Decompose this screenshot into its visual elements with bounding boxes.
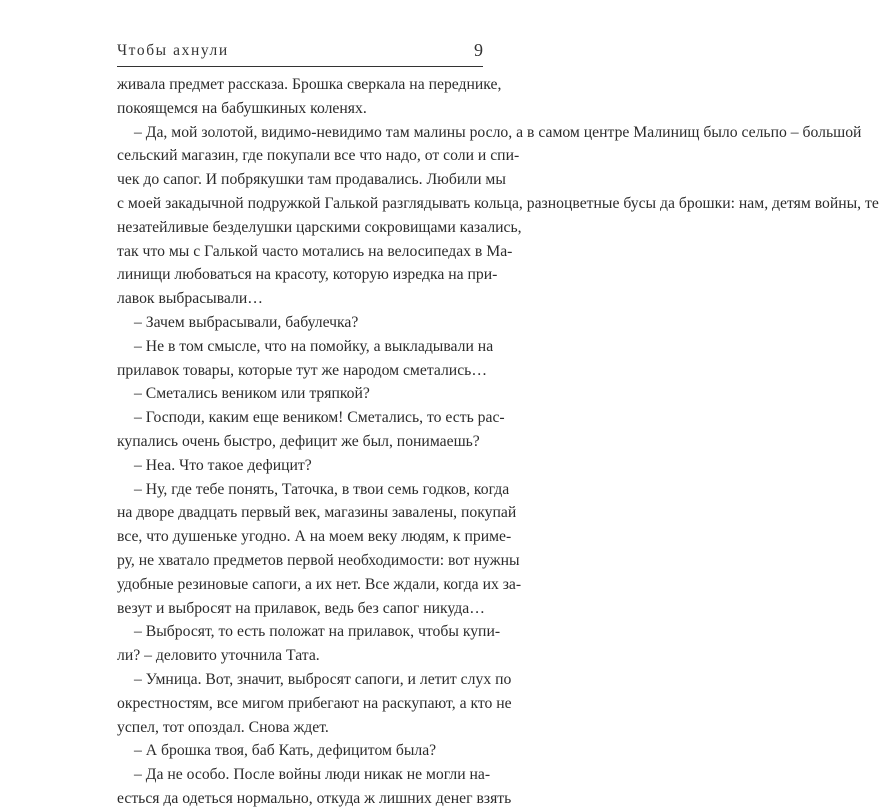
text-line: купались очень быстро, дефицит же был, понимаешь?	[117, 432, 480, 450]
text-line: – Да, мой золотой, видимо-невидимо там малины росло, а в самом центре Малинищ было сельпо – большой	[134, 123, 862, 141]
text-line: – Да не особо. После войны люди никак не могли на-	[134, 766, 491, 784]
text-line: есться да одеться нормально, откуда ж лишних денег взять	[117, 789, 512, 807]
text-line: удобные резиновые сапоги, а их нет. Все ждали, когда их за-	[117, 575, 522, 593]
text-line: лавок выбрасывали…	[117, 290, 263, 308]
text-line: – Зачем выбрасывали, бабулечка?	[134, 313, 359, 331]
text-line: успел, тот опоздал. Снова ждет.	[117, 718, 329, 736]
text-line: покоящемся на бабушкиных коленях.	[117, 99, 367, 117]
text-line: живала предмет рассказа. Брошка сверкала на переднике,	[117, 76, 502, 93]
text-line: все, что душеньке угодно. А на моем веку людям, к приме-	[117, 528, 512, 546]
text-line: чек до сапог. И побрякушки там продавались. Любили мы	[117, 171, 506, 189]
text-line: так что мы с Галькой часто мотались на велосипедах в Ма-	[117, 242, 513, 260]
text-line: – Ну, где тебе понять, Таточка, в твои семь годков, когда	[134, 480, 510, 498]
text-line: ли? – деловито уточнила Тата.	[117, 647, 320, 665]
text-line: – Сметались веником или тряпкой?	[134, 385, 370, 403]
text-line: ру, не хватало предметов первой необходимости: вот нужны	[117, 551, 520, 569]
text-line: прилавок товары, которые тут же народом сметались…	[117, 361, 488, 379]
running-title: Чтобы ахнули	[117, 42, 229, 59]
text-line: – Господи, каким еще веником! Сметались, то есть рас-	[134, 409, 505, 427]
text-line: – А брошка твоя, баб Кать, дефицитом была?	[134, 742, 437, 760]
text-line: линищи любоваться на красоту, которую изредка на при-	[117, 266, 498, 284]
body-text	[117, 73, 879, 811]
text-line: на дворе двадцать первый век, магазины завалены, покупай	[117, 504, 517, 522]
text-line: незатейливые безделушки царскими сокровищами казались,	[117, 218, 522, 236]
page-number: 9	[474, 40, 483, 60]
text-line: сельский магазин, где покупали все что надо, от соли и спи-	[117, 147, 520, 165]
text-line: – Неа. Что такое дефицит?	[134, 456, 312, 474]
text-line: с моей закадычной подружкой Галькой разглядывать кольца, разноцветные бусы да брошки: нам, детям войны, те	[117, 194, 879, 212]
text-line: – Не в том смысле, что на помойку, а выкладывали на	[134, 337, 494, 355]
text-line: – Умница. Вот, значит, выбросят сапоги, и летит слух по	[134, 670, 512, 688]
text-line: – Выбросят, то есть положат на прилавок, чтобы купи-	[134, 623, 501, 641]
text-line: окрестностям, все мигом прибегают на раскупают, а кто не	[117, 694, 512, 712]
text-line: везут и выбросят на прилавок, ведь без сапог никуда…	[117, 599, 485, 617]
page-header	[117, 40, 483, 67]
